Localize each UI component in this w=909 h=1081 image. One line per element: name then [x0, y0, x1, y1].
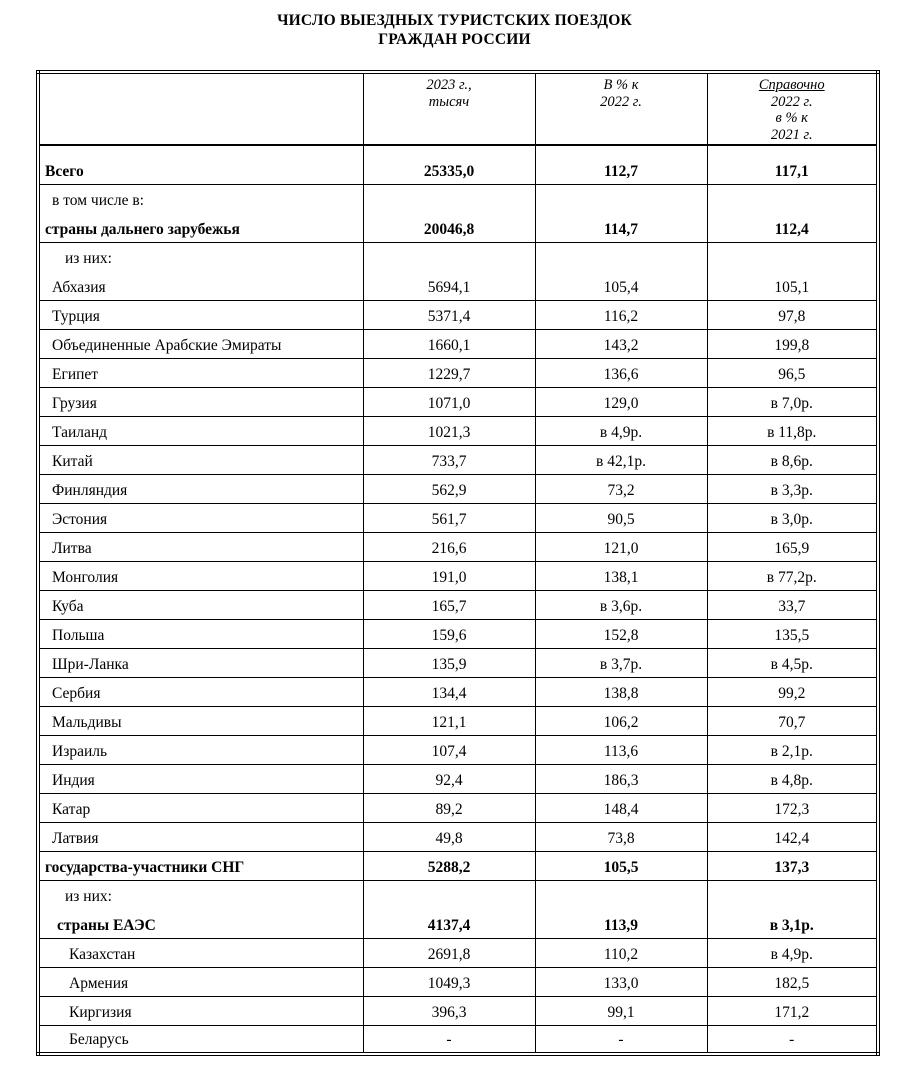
row-value-ref-2021: 96,5: [707, 358, 878, 387]
row-value-pct-2022: 90,5: [535, 503, 707, 532]
row-label: Армения: [69, 974, 129, 992]
row-value-2023: 1660,1: [363, 329, 535, 358]
table-row: [38, 184, 878, 242]
header-col-pct-2022: [535, 72, 707, 145]
row-value-2023: 134,4: [363, 677, 535, 706]
row-value-2023: 92,4: [363, 764, 535, 793]
table-row: [38, 474, 878, 503]
table-row: [38, 416, 878, 445]
row-label-cell: [38, 474, 363, 503]
row-value-pct-2022: 106,2: [535, 706, 707, 735]
table-row: [38, 706, 878, 735]
table-row: [38, 445, 878, 474]
row-label-cell: [38, 184, 363, 242]
row-label-cell: [38, 648, 363, 677]
header-col-ref-line-4: 2021 г.: [770, 126, 813, 143]
row-label: Катар: [52, 800, 91, 818]
row-value-ref-2021: в 4,9р.: [707, 938, 878, 967]
row-label-cell: [38, 1025, 363, 1054]
row-value-2023: 25335,0: [363, 145, 535, 184]
row-value-2023: 733,7: [363, 445, 535, 474]
row-value-2023: 216,6: [363, 532, 535, 561]
row-label: Финляндия: [52, 481, 128, 499]
row-value-2023: 191,0: [363, 561, 535, 590]
table-row: [38, 677, 878, 706]
row-value-ref-2021: -: [707, 1025, 878, 1054]
row-label-cell: [38, 561, 363, 590]
row-value-pct-2022: в 4,9р.: [535, 416, 707, 445]
table-row: [38, 880, 878, 938]
row-value-ref-2021: 99,2: [707, 677, 878, 706]
row-value-ref-2021: 70,7: [707, 706, 878, 735]
row-value-2023: -: [363, 1025, 535, 1054]
table-row: [38, 300, 878, 329]
table-row: [38, 358, 878, 387]
row-value-pct-2022: 99,1: [535, 996, 707, 1025]
row-label: страны дальнего зарубежья: [45, 220, 240, 238]
row-label: Объединенные Арабские Эмираты: [52, 336, 282, 354]
row-value-ref-2021: 182,5: [707, 967, 878, 996]
row-value-pct-2022: 138,1: [535, 561, 707, 590]
row-value-2023: 135,9: [363, 648, 535, 677]
row-label-cell: [38, 967, 363, 996]
table-row: [38, 329, 878, 358]
row-group-label: в том числе в:: [52, 191, 144, 209]
header-col-2023-thousand: [363, 72, 535, 145]
row-label-cell: [38, 329, 363, 358]
row-label-cell: [38, 822, 363, 851]
tourism-trips-table: [36, 70, 880, 1056]
header-col-ref-line-1: Справочно: [758, 77, 825, 93]
table-row: [38, 1025, 878, 1054]
row-value-pct-2022: 133,0: [535, 967, 707, 996]
table-row: [38, 735, 878, 764]
row-value-2023: 1229,7: [363, 358, 535, 387]
row-label-cell: [38, 242, 363, 300]
row-value-ref-2021: 135,5: [707, 619, 878, 648]
row-value-pct-2022: 73,8: [535, 822, 707, 851]
header-col-pct-line-2: 2022 г.: [600, 93, 642, 110]
row-label: Грузия: [52, 394, 97, 412]
row-value-2023: 159,6: [363, 619, 535, 648]
row-label-cell: [38, 677, 363, 706]
header-col-empty: [38, 72, 363, 145]
row-value-pct-2022: 152,8: [535, 619, 707, 648]
row-value-ref-2021: 172,3: [707, 793, 878, 822]
row-value-ref-2021: 171,2: [707, 996, 878, 1025]
row-label: Турция: [52, 307, 100, 325]
row-value-pct-2022: в 3,7р.: [535, 648, 707, 677]
row-value-ref-2021: 199,8: [707, 329, 878, 358]
row-value-2023: 562,9: [363, 474, 535, 503]
table-row: [38, 793, 878, 822]
row-label: страны ЕАЭС: [57, 916, 156, 934]
row-label-cell: [38, 793, 363, 822]
row-label-cell: [38, 300, 363, 329]
row-label: Индия: [52, 771, 95, 789]
table-row: [38, 242, 878, 300]
row-value-ref-2021: в 77,2р.: [707, 561, 878, 590]
row-label-cell: [38, 445, 363, 474]
row-group-label: из них:: [65, 249, 112, 267]
row-label: Китай: [52, 452, 93, 470]
row-value-pct-2022: 110,2: [535, 938, 707, 967]
row-value-pct-2022: 148,4: [535, 793, 707, 822]
page-title: [0, 0, 909, 49]
table-row: [38, 764, 878, 793]
row-value-2023: 49,8: [363, 822, 535, 851]
row-label: Таиланд: [52, 423, 108, 441]
table-row: [38, 938, 878, 967]
row-value-2023: 396,3: [363, 996, 535, 1025]
row-label: Израиль: [52, 742, 108, 760]
row-value-2023: 107,4: [363, 735, 535, 764]
row-value-ref-2021: 105,1: [707, 242, 878, 300]
table-row: [38, 532, 878, 561]
table-row: [38, 590, 878, 619]
row-value-ref-2021: в 2,1р.: [707, 735, 878, 764]
row-value-pct-2022: 105,5: [535, 851, 707, 880]
row-label-cell: [38, 735, 363, 764]
row-value-ref-2021: в 11,8р.: [707, 416, 878, 445]
row-value-2023: 5694,1: [363, 242, 535, 300]
row-value-2023: 1071,0: [363, 387, 535, 416]
page-title-line-2: ГРАЖДАН РОССИИ: [378, 31, 531, 48]
row-value-2023: 5371,4: [363, 300, 535, 329]
row-label: Казахстан: [69, 945, 136, 963]
row-label: Куба: [52, 597, 84, 615]
row-value-ref-2021: 112,4: [707, 184, 878, 242]
row-label-cell: [38, 851, 363, 880]
row-value-2023: 20046,8: [363, 184, 535, 242]
row-value-pct-2022: в 42,1р.: [535, 445, 707, 474]
row-label: Литва: [52, 539, 92, 557]
row-label: Шри-Ланка: [52, 655, 129, 673]
row-value-2023: 1021,3: [363, 416, 535, 445]
row-label: Эстония: [52, 510, 108, 528]
row-label: Латвия: [52, 829, 99, 847]
row-label-cell: [38, 387, 363, 416]
row-label-cell: [38, 938, 363, 967]
row-label-cell: [38, 416, 363, 445]
row-value-pct-2022: -: [535, 1025, 707, 1054]
row-label-cell: [38, 880, 363, 938]
row-value-2023: 89,2: [363, 793, 535, 822]
row-label: Монголия: [52, 568, 119, 586]
table-row: [38, 967, 878, 996]
row-value-pct-2022: 113,9: [535, 880, 707, 938]
row-value-ref-2021: в 4,5р.: [707, 648, 878, 677]
row-value-ref-2021: 165,9: [707, 532, 878, 561]
row-value-ref-2021: в 7,0р.: [707, 387, 878, 416]
row-value-ref-2021: в 3,3р.: [707, 474, 878, 503]
table-row: [38, 145, 878, 184]
row-value-2023: 5288,2: [363, 851, 535, 880]
row-value-2023: 165,7: [363, 590, 535, 619]
row-value-pct-2022: 105,4: [535, 242, 707, 300]
row-label: Польша: [52, 626, 105, 644]
row-label-cell: [38, 619, 363, 648]
table-row: [38, 387, 878, 416]
row-value-ref-2021: 33,7: [707, 590, 878, 619]
table-row: [38, 561, 878, 590]
table-row: [38, 851, 878, 880]
row-value-pct-2022: 143,2: [535, 329, 707, 358]
table-row: [38, 996, 878, 1025]
row-label: Мальдивы: [52, 713, 122, 731]
row-value-pct-2022: 129,0: [535, 387, 707, 416]
row-label: государства-участники СНГ: [45, 858, 245, 876]
row-label: Беларусь: [69, 1031, 129, 1048]
row-value-ref-2021: в 4,8р.: [707, 764, 878, 793]
row-value-pct-2022: в 3,6р.: [535, 590, 707, 619]
header-col-2023-line-2: тысяч: [428, 93, 470, 110]
row-value-ref-2021: 142,4: [707, 822, 878, 851]
header-col-pct-line-1: В % к: [603, 77, 639, 93]
table-row: [38, 822, 878, 851]
row-value-2023: 1049,3: [363, 967, 535, 996]
row-value-2023: 121,1: [363, 706, 535, 735]
row-label-cell: [38, 145, 363, 184]
row-value-pct-2022: 113,6: [535, 735, 707, 764]
page-title-line-1: ЧИСЛО ВЫЕЗДНЫХ ТУРИСТСКИХ ПОЕЗДОК: [277, 12, 632, 29]
row-label: Абхазия: [52, 278, 106, 296]
row-label: Киргизия: [69, 1003, 132, 1021]
header-col-ref-line-2: 2022 г.: [770, 93, 813, 110]
row-label-cell: [38, 358, 363, 387]
row-value-pct-2022: 114,7: [535, 184, 707, 242]
row-label: Сербия: [52, 684, 101, 702]
table-row: [38, 648, 878, 677]
header-col-reference: [707, 72, 878, 145]
row-value-ref-2021: в 3,0р.: [707, 503, 878, 532]
row-label-cell: [38, 590, 363, 619]
row-value-pct-2022: 116,2: [535, 300, 707, 329]
row-label-cell: [38, 503, 363, 532]
table-header-row: [38, 72, 878, 145]
row-value-2023: 4137,4: [363, 880, 535, 938]
row-value-2023: 2691,8: [363, 938, 535, 967]
header-col-2023-line-1: 2023 г.,: [426, 77, 472, 93]
row-value-ref-2021: 137,3: [707, 851, 878, 880]
row-value-ref-2021: в 3,1р.: [707, 880, 878, 938]
table-row: [38, 619, 878, 648]
row-group-label: из них:: [65, 887, 112, 905]
row-value-pct-2022: 186,3: [535, 764, 707, 793]
row-value-ref-2021: 117,1: [707, 145, 878, 184]
row-value-pct-2022: 112,7: [535, 145, 707, 184]
row-label: Всего: [45, 162, 84, 180]
table-row: [38, 503, 878, 532]
row-value-pct-2022: 73,2: [535, 474, 707, 503]
row-value-pct-2022: 121,0: [535, 532, 707, 561]
row-value-ref-2021: 97,8: [707, 300, 878, 329]
row-value-2023: 561,7: [363, 503, 535, 532]
row-value-pct-2022: 138,8: [535, 677, 707, 706]
row-label-cell: [38, 996, 363, 1025]
row-label-cell: [38, 532, 363, 561]
row-label: Египет: [52, 365, 99, 383]
header-col-ref-line-3: в % к: [775, 110, 808, 126]
row-value-ref-2021: в 8,6р.: [707, 445, 878, 474]
row-label-cell: [38, 764, 363, 793]
row-label-cell: [38, 706, 363, 735]
row-value-pct-2022: 136,6: [535, 358, 707, 387]
